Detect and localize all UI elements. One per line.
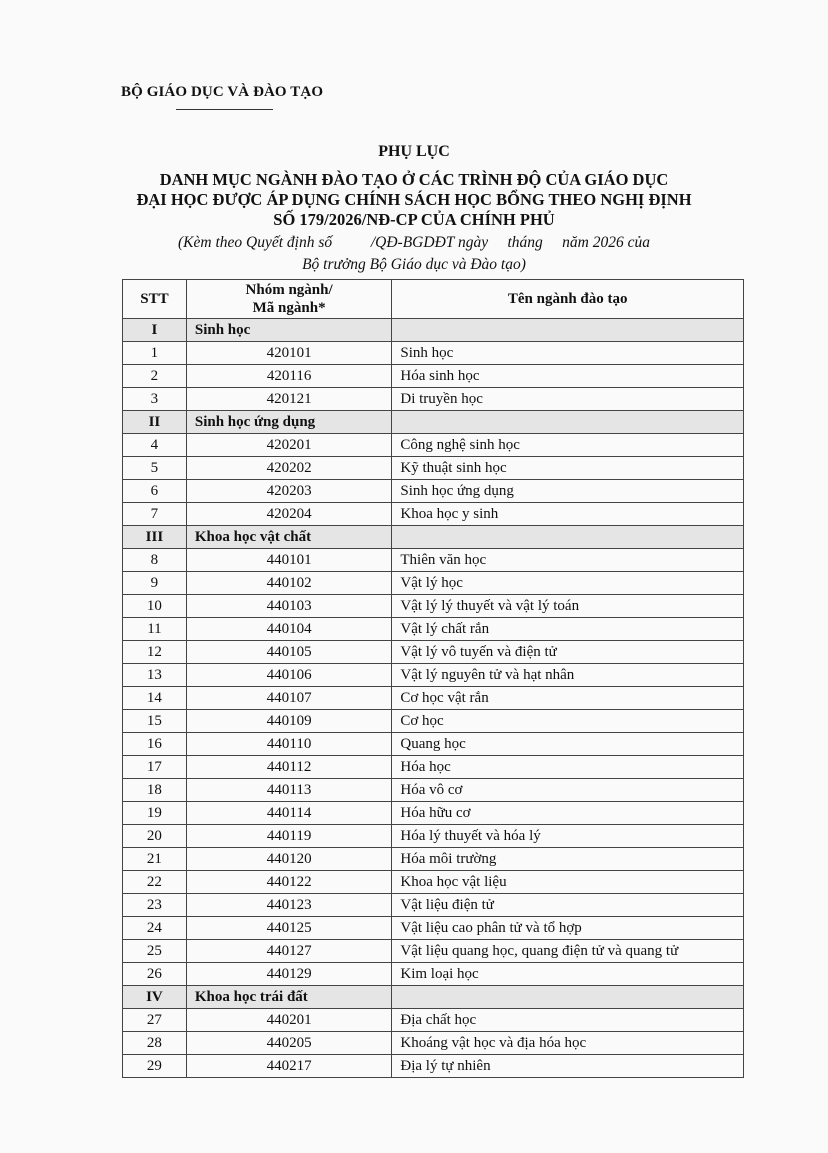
- row-name: Vật lý nguyên tử và hạt nhân: [392, 664, 744, 687]
- row-stt: 27: [123, 1009, 187, 1032]
- table-row: [123, 664, 744, 687]
- table-row: [123, 779, 744, 802]
- header-code-line: Mã ngành*: [252, 300, 326, 316]
- row-stt: 25: [123, 940, 187, 963]
- row-name: Hóa học: [392, 756, 744, 779]
- group-roman: IV: [123, 986, 187, 1009]
- group-empty-cell: [392, 986, 744, 1009]
- table-row: [123, 1009, 744, 1032]
- row-stt: 15: [123, 710, 187, 733]
- table-row: [123, 848, 744, 871]
- table-group-row: [123, 411, 744, 434]
- row-stt: 9: [123, 572, 187, 595]
- group-name: Khoa học vật chất: [186, 526, 392, 549]
- row-name: Vật lý chất rắn: [392, 618, 744, 641]
- header-code: [186, 280, 392, 319]
- row-name: Vật lý vô tuyến và điện tử: [392, 641, 744, 664]
- group-name: Khoa học trái đất: [186, 986, 392, 1009]
- row-name: Địa lý tự nhiên: [392, 1055, 744, 1078]
- row-stt: 2: [123, 365, 187, 388]
- row-name: Hóa lý thuyết và hóa lý: [392, 825, 744, 848]
- row-code: 440106: [186, 664, 392, 687]
- row-code: 440120: [186, 848, 392, 871]
- row-code: 440113: [186, 779, 392, 802]
- subtitle-line: Bộ trưởng Bộ Giáo dục và Đào tạo): [302, 256, 526, 273]
- row-stt: 6: [123, 480, 187, 503]
- row-stt: 12: [123, 641, 187, 664]
- group-roman: II: [123, 411, 187, 434]
- row-name: Khoa học y sinh: [392, 503, 744, 526]
- subtitle-line: (Kèm theo Quyết định số /QĐ-BGDĐT ngày tháng năm 2026 của: [178, 234, 650, 251]
- table-row: [123, 1055, 744, 1078]
- table-row: [123, 687, 744, 710]
- row-code: 440125: [186, 917, 392, 940]
- row-code: 420201: [186, 434, 392, 457]
- row-name: Hóa hữu cơ: [392, 802, 744, 825]
- document-title-line: SỐ 179/2026/NĐ-CP CỦA CHÍNH PHỦ: [273, 210, 555, 229]
- row-name: Công nghệ sinh học: [392, 434, 744, 457]
- row-stt: 19: [123, 802, 187, 825]
- row-stt: 26: [123, 963, 187, 986]
- table-row: [123, 503, 744, 526]
- table-row: [123, 457, 744, 480]
- table-row: [123, 480, 744, 503]
- table-row: [123, 641, 744, 664]
- row-name: Hóa sinh học: [392, 365, 744, 388]
- row-name: Khoáng vật học và địa hóa học: [392, 1032, 744, 1055]
- table-row: [123, 365, 744, 388]
- row-name: Khoa học vật liệu: [392, 871, 744, 894]
- table-row: [123, 756, 744, 779]
- row-code: 440107: [186, 687, 392, 710]
- row-name: Di truyền học: [392, 388, 744, 411]
- table-row: [123, 825, 744, 848]
- table-group-row: [123, 319, 744, 342]
- row-stt: 16: [123, 733, 187, 756]
- header-stt: STT: [123, 280, 187, 319]
- row-stt: 24: [123, 917, 187, 940]
- row-stt: 18: [123, 779, 187, 802]
- table-row: [123, 802, 744, 825]
- row-code: 440112: [186, 756, 392, 779]
- row-stt: 13: [123, 664, 187, 687]
- table-group-row: [123, 986, 744, 1009]
- row-code: 440119: [186, 825, 392, 848]
- table-row: [123, 963, 744, 986]
- row-name: Vật liệu điện tử: [392, 894, 744, 917]
- table-row: [123, 710, 744, 733]
- group-roman: I: [123, 319, 187, 342]
- table-row: [123, 434, 744, 457]
- heading-block: [110, 142, 718, 276]
- group-empty-cell: [392, 526, 744, 549]
- row-stt: 4: [123, 434, 187, 457]
- document-title-line: DANH MỤC NGÀNH ĐÀO TẠO Ở CÁC TRÌNH ĐỘ CỦA GIÁO DỤC: [159, 170, 669, 189]
- table-row: [123, 894, 744, 917]
- row-code: 440201: [186, 1009, 392, 1032]
- table-row: [123, 572, 744, 595]
- row-stt: 14: [123, 687, 187, 710]
- row-code: 440103: [186, 595, 392, 618]
- document-title: [110, 170, 718, 230]
- row-stt: 7: [123, 503, 187, 526]
- row-name: Sinh học: [392, 342, 744, 365]
- document-subtitle: [110, 232, 718, 276]
- row-code: 440205: [186, 1032, 392, 1055]
- row-name: Vật lý học: [392, 572, 744, 595]
- table-header-row: [123, 280, 744, 319]
- row-code: 420202: [186, 457, 392, 480]
- table-row: [123, 733, 744, 756]
- row-stt: 17: [123, 756, 187, 779]
- row-code: 420204: [186, 503, 392, 526]
- group-empty-cell: [392, 411, 744, 434]
- row-name: Vật liệu quang học, quang điện tử và quang tử: [392, 940, 744, 963]
- row-code: 420203: [186, 480, 392, 503]
- row-code: 420101: [186, 342, 392, 365]
- table-row: [123, 388, 744, 411]
- table-row: [123, 940, 744, 963]
- row-code: 440109: [186, 710, 392, 733]
- row-stt: 23: [123, 894, 187, 917]
- row-name: Kim loại học: [392, 963, 744, 986]
- table-row: [123, 871, 744, 894]
- row-name: Địa chất học: [392, 1009, 744, 1032]
- table-row: [123, 1032, 744, 1055]
- row-stt: 10: [123, 595, 187, 618]
- appendix-title: PHỤ LỤC: [378, 143, 450, 160]
- row-name: Hóa môi trường: [392, 848, 744, 871]
- row-code: 420121: [186, 388, 392, 411]
- group-empty-cell: [392, 319, 744, 342]
- row-name: Kỹ thuật sinh học: [392, 457, 744, 480]
- row-name: Sinh học ứng dụng: [392, 480, 744, 503]
- row-code: 440114: [186, 802, 392, 825]
- row-stt: 5: [123, 457, 187, 480]
- row-name: Cơ học vật rắn: [392, 687, 744, 710]
- table-row: [123, 618, 744, 641]
- row-stt: 28: [123, 1032, 187, 1055]
- row-name: Quang học: [392, 733, 744, 756]
- row-code: 440123: [186, 894, 392, 917]
- row-code: 420116: [186, 365, 392, 388]
- group-name: Sinh học ứng dụng: [186, 411, 392, 434]
- ministry-underline: [176, 109, 273, 110]
- row-name: Vật liệu cao phân tử và tổ hợp: [392, 917, 744, 940]
- table-row: [123, 595, 744, 618]
- header-name: Tên ngành đào tạo: [392, 280, 744, 319]
- row-stt: 20: [123, 825, 187, 848]
- row-name: Cơ học: [392, 710, 744, 733]
- row-name: Thiên văn học: [392, 549, 744, 572]
- row-code: 440129: [186, 963, 392, 986]
- row-stt: 29: [123, 1055, 187, 1078]
- row-code: 440104: [186, 618, 392, 641]
- row-stt: 8: [123, 549, 187, 572]
- table-body: [123, 319, 744, 1078]
- table-row: [123, 549, 744, 572]
- document-title-line: ĐẠI HỌC ĐƯỢC ÁP DỤNG CHÍNH SÁCH HỌC BỔNG THEO NGHỊ ĐỊNH: [136, 190, 692, 209]
- row-name: Vật lý lý thuyết và vật lý toán: [392, 595, 744, 618]
- row-code: 440102: [186, 572, 392, 595]
- row-stt: 3: [123, 388, 187, 411]
- row-code: 440110: [186, 733, 392, 756]
- majors-table: [122, 279, 744, 1078]
- table-row: [123, 342, 744, 365]
- table-row: [123, 917, 744, 940]
- row-code: 440105: [186, 641, 392, 664]
- header-code-line: Nhóm ngành/: [245, 282, 333, 298]
- row-code: 440101: [186, 549, 392, 572]
- group-name: Sinh học: [186, 319, 392, 342]
- row-code: 440122: [186, 871, 392, 894]
- row-name: Hóa vô cơ: [392, 779, 744, 802]
- group-roman: III: [123, 526, 187, 549]
- ministry-name: BỘ GIÁO DỤC VÀ ĐÀO TẠO: [121, 84, 324, 100]
- table-group-row: [123, 526, 744, 549]
- row-stt: 1: [123, 342, 187, 365]
- row-stt: 11: [123, 618, 187, 641]
- row-code: 440217: [186, 1055, 392, 1078]
- row-code: 440127: [186, 940, 392, 963]
- row-stt: 22: [123, 871, 187, 894]
- row-stt: 21: [123, 848, 187, 871]
